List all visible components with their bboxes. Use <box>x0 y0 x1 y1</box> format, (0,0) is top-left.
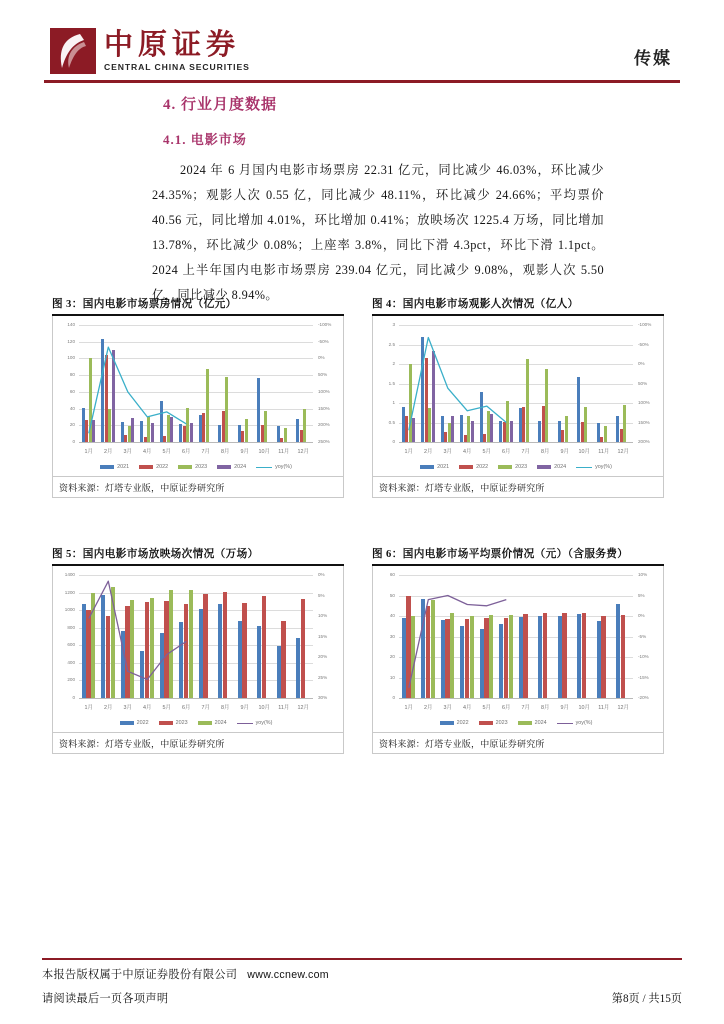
figure-4-title: 图 4：国内电影市场观影人次情况（亿人） <box>372 299 579 310</box>
legend-label: 2024 <box>214 720 227 726</box>
x-axis-tick-label: 7月 <box>521 705 530 711</box>
x-axis-tick-label: 2月 <box>104 449 113 455</box>
section-heading-2: 4.1. 电影市场 <box>163 132 247 147</box>
x-axis-tick-label: 11月 <box>278 705 290 711</box>
y-axis-tick-label: 40 <box>69 405 75 411</box>
x-axis-tick-label: 3月 <box>123 705 132 711</box>
figure-6-title: 图 6：国内电影市场平均票价情况（元）（含服务费） <box>372 549 629 560</box>
y-axis-tick-label: 400 <box>67 659 75 665</box>
y-axis-tick-label: 1 <box>392 400 395 405</box>
y2-axis-tick-label: 100% <box>638 400 650 405</box>
x-axis-tick-label: 10月 <box>258 449 270 455</box>
figure-6-box <box>372 566 664 754</box>
x-axis-tick-label: 4月 <box>463 449 472 455</box>
chart-line-overlay <box>373 566 663 732</box>
figure-3-title: 图 3：国内电影市场票房情况（亿元） <box>52 299 237 310</box>
chart-legend <box>399 720 633 726</box>
legend-item[interactable] <box>576 464 612 470</box>
x-axis-tick-label: 8月 <box>221 449 230 455</box>
legend-item[interactable] <box>557 720 593 726</box>
figure-3-chart <box>53 316 343 476</box>
footer-divider <box>42 958 682 960</box>
y2-axis-tick-label: -5% <box>638 633 647 639</box>
legend-swatch <box>217 465 231 469</box>
legend-swatch <box>120 721 134 725</box>
legend-item[interactable] <box>198 720 227 726</box>
legend-item[interactable] <box>159 720 188 726</box>
y-axis-tick-label: 140 <box>67 322 75 327</box>
y2-axis-tick-label: -50% <box>638 341 649 347</box>
y-axis-tick-label: 800 <box>67 624 75 630</box>
y-axis-tick-label: 0.5 <box>388 419 395 425</box>
legend-item[interactable] <box>120 720 149 726</box>
footer-disclaimer: 请阅读最后一页各项声明 <box>42 993 169 1005</box>
figure-6 <box>372 546 664 754</box>
y2-axis-tick-label: 0% <box>638 361 645 366</box>
legend-item[interactable] <box>217 464 246 470</box>
logo-mark-icon <box>50 28 96 74</box>
legend-swatch <box>420 465 434 469</box>
y-axis-tick-label: 120 <box>67 338 75 344</box>
company-logo <box>50 28 250 74</box>
y-axis-tick-label: 80 <box>69 372 75 378</box>
y2-axis-tick-label: -10% <box>638 654 649 659</box>
legend-swatch <box>100 465 114 469</box>
y2-axis-tick-label: 0% <box>318 572 325 577</box>
yoy-line <box>89 581 187 679</box>
legend-label: 2024 <box>554 464 567 470</box>
legend-item[interactable] <box>256 464 292 470</box>
y2-axis-tick-label: 150% <box>638 419 650 425</box>
legend-label: 2023 <box>515 464 528 470</box>
y2-axis-tick-label: 20% <box>318 654 328 659</box>
footer-copyright <box>42 966 329 982</box>
sector-label: 传媒 <box>634 49 672 68</box>
y2-axis-tick-label: -100% <box>318 322 332 327</box>
legend-label: yoy(%) <box>255 720 273 726</box>
legend-item[interactable] <box>537 464 566 470</box>
legend-label: yoy(%) <box>575 720 593 726</box>
y2-axis-tick-label: 10% <box>318 613 328 618</box>
x-axis-tick-label: 2月 <box>424 449 433 455</box>
x-axis-tick-label: 12月 <box>297 705 309 711</box>
chart-legend <box>399 464 633 470</box>
y2-axis-tick-label: 100% <box>318 388 330 394</box>
chart-legend <box>79 720 313 726</box>
y2-axis-tick-label: 50% <box>318 372 328 378</box>
yoy-line <box>409 338 507 431</box>
section-heading-1: 4. 行业月度数据 <box>163 97 278 113</box>
legend-label: yoy(%) <box>595 464 612 470</box>
figure-5 <box>52 546 344 754</box>
y-axis-tick-label: 2 <box>392 361 395 366</box>
x-axis-tick-label: 1月 <box>404 705 413 711</box>
y-axis-tick-label: 0 <box>72 695 75 700</box>
page-header <box>0 0 724 84</box>
x-axis-tick-label: 9月 <box>560 449 569 455</box>
x-axis-tick-label: 4月 <box>143 449 152 455</box>
legend-item[interactable] <box>498 464 527 470</box>
legend-label: 2022 <box>476 464 489 470</box>
y-axis-tick-label: 600 <box>67 642 75 648</box>
x-axis-tick-label: 9月 <box>560 705 569 711</box>
legend-swatch <box>537 465 551 469</box>
y2-axis-tick-label: 0% <box>318 355 325 361</box>
legend-item[interactable] <box>459 464 488 470</box>
x-axis-tick-label: 12月 <box>297 449 309 455</box>
y-axis-tick-label: 0 <box>72 439 75 444</box>
y-axis-tick-label: 200 <box>67 677 75 683</box>
legend-label: 2022 <box>156 464 169 470</box>
y-axis-tick-label: 20 <box>389 654 395 659</box>
yoy-line <box>89 347 187 433</box>
legend-swatch <box>479 721 493 725</box>
legend-item[interactable] <box>440 720 469 726</box>
footer-copyright-text: 本报告版权属于中原证券股份有限公司 <box>42 969 238 981</box>
y-axis-tick-label: 10 <box>389 674 395 680</box>
x-axis-tick-label: 6月 <box>182 705 191 711</box>
legend-item[interactable] <box>420 464 449 470</box>
y-axis-tick-label: 30 <box>389 633 395 639</box>
y2-axis-tick-label: 50% <box>638 380 648 386</box>
legend-label: 2023 <box>175 720 188 726</box>
footer-page-number: 第8页 / 共15页 <box>611 993 682 1005</box>
y2-axis-tick-label: 15% <box>318 633 328 639</box>
legend-label: 2024 <box>234 464 247 470</box>
chart-line-overlay <box>53 566 343 732</box>
figure-5-box <box>52 566 344 754</box>
legend-label: 2023 <box>495 720 508 726</box>
x-axis-tick-label: 5月 <box>482 705 491 711</box>
figure-6-chart <box>373 566 663 732</box>
legend-swatch <box>518 721 532 725</box>
x-axis-tick-label: 3月 <box>123 449 132 455</box>
legend-swatch <box>178 465 192 469</box>
header-divider <box>44 80 680 83</box>
legend-item[interactable] <box>237 720 273 726</box>
legend-swatch <box>459 465 473 469</box>
x-axis-tick-label: 11月 <box>598 449 610 455</box>
legend-line-swatch <box>557 723 573 724</box>
x-axis-tick-label: 10月 <box>578 705 590 711</box>
y-axis-tick-label: 0 <box>392 695 395 700</box>
legend-label: 2023 <box>195 464 208 470</box>
legend-swatch <box>198 721 212 725</box>
legend-item[interactable] <box>518 720 547 726</box>
y2-axis-tick-label: 150% <box>318 405 330 411</box>
figure-6-source: 资料来源：灯塔专业版，中原证券研究所 <box>373 732 663 753</box>
x-axis-tick-label: 4月 <box>143 705 152 711</box>
y2-axis-tick-label: 25% <box>318 674 328 680</box>
x-axis-tick-label: 3月 <box>443 705 452 711</box>
x-axis-tick-label: 8月 <box>221 705 230 711</box>
legend-line-swatch <box>576 467 592 468</box>
body-paragraph: 2024 年 6 月国内电影市场票房 22.31 亿元，同比减少 46.03%，环比减少 24.35%；观影人次 0.55 亿，同比减少 48.11%，环比减少 24.66%；平均票价 40.56 元，同比增加 4.01%，环比增加 0.41%；放映场次 1225.4 万场，同比增加 13.78%，环比减少 0.08%；上座率 3.8%，同比下滑 4.3pct，环比下滑 1.1pct。2024 上半年国内电影市场票房 239.04 亿元，同比减少 9.08%，观影人次 5.50 亿，同比减少 8.94%。 <box>152 163 604 302</box>
y2-axis-tick-label: -50% <box>318 338 329 344</box>
legend-label: 2024 <box>534 720 547 726</box>
x-axis-tick-label: 7月 <box>201 449 210 455</box>
yoy-line <box>409 596 507 688</box>
figure-3-source: 资料来源：灯塔专业版，中原证券研究所 <box>53 476 343 497</box>
y2-axis-tick-label: -100% <box>638 322 652 327</box>
y2-axis-tick-label: -20% <box>638 695 649 700</box>
y-axis-tick-label: 20 <box>69 422 75 428</box>
legend-line-swatch <box>237 723 253 724</box>
y2-axis-tick-label: -15% <box>638 674 649 680</box>
x-axis-tick-label: 11月 <box>598 705 610 711</box>
x-axis-tick-label: 8月 <box>541 449 550 455</box>
y-axis-tick-label: 1.5 <box>388 380 395 386</box>
y2-axis-tick-label: 10% <box>638 572 648 577</box>
x-axis-tick-label: 12月 <box>617 705 629 711</box>
y-axis-tick-label: 60 <box>69 388 75 394</box>
x-axis-tick-label: 12月 <box>617 449 629 455</box>
legend-swatch <box>498 465 512 469</box>
legend-label: 2021 <box>437 464 450 470</box>
x-axis-tick-label: 5月 <box>162 705 171 711</box>
y2-axis-tick-label: 200% <box>638 439 650 444</box>
figure-3 <box>52 296 344 498</box>
chart-legend <box>79 464 313 470</box>
figure-5-chart <box>53 566 343 732</box>
y2-axis-tick-label: 30% <box>318 695 328 700</box>
x-axis-tick-label: 2月 <box>104 705 113 711</box>
x-axis-tick-label: 7月 <box>521 449 530 455</box>
y2-axis-tick-label: 5% <box>638 592 645 598</box>
legend-swatch <box>139 465 153 469</box>
figure-5-source: 资料来源：灯塔专业版，中原证券研究所 <box>53 732 343 753</box>
y2-axis-tick-label: 5% <box>318 592 325 598</box>
legend-item[interactable] <box>139 464 168 470</box>
legend-label: 2022 <box>456 720 469 726</box>
x-axis-tick-label: 1月 <box>84 449 93 455</box>
legend-label: yoy(%) <box>275 464 292 470</box>
y-axis-tick-label: 0 <box>392 439 395 444</box>
legend-item[interactable] <box>178 464 207 470</box>
logo-text-en: CENTRAL CHINA SECURITIES <box>104 62 250 72</box>
figure-4-chart <box>373 316 663 476</box>
x-axis-tick-label: 3月 <box>443 449 452 455</box>
legend-label: 2021 <box>117 464 130 470</box>
x-axis-tick-label: 6月 <box>502 449 511 455</box>
legend-swatch <box>440 721 454 725</box>
y-axis-tick-label: 1200 <box>64 589 75 595</box>
x-axis-tick-label: 2月 <box>424 705 433 711</box>
figure-4 <box>372 296 664 498</box>
y-axis-tick-label: 1000 <box>64 607 75 613</box>
x-axis-tick-label: 1月 <box>404 449 413 455</box>
x-axis-tick-label: 10月 <box>258 705 270 711</box>
chart-line-overlay <box>53 316 343 476</box>
legend-item[interactable] <box>100 464 129 470</box>
x-axis-tick-label: 9月 <box>240 705 249 711</box>
x-axis-tick-label: 4月 <box>463 705 472 711</box>
y-axis-tick-label: 40 <box>389 613 395 618</box>
x-axis-tick-label: 6月 <box>502 705 511 711</box>
logo-text-cn: 中原证券 <box>104 29 241 61</box>
y-axis-tick-label: 1400 <box>64 572 75 577</box>
x-axis-tick-label: 8月 <box>541 705 550 711</box>
figure-4-box <box>372 316 664 498</box>
figure-4-source: 资料来源：灯塔专业版，中原证券研究所 <box>373 476 663 497</box>
chart-line-overlay <box>373 316 663 476</box>
figure-3-box <box>52 316 344 498</box>
legend-item[interactable] <box>479 720 508 726</box>
y2-axis-tick-label: 250% <box>318 439 330 444</box>
legend-line-swatch <box>256 467 272 468</box>
footer-url[interactable]: www.ccnew.com <box>247 969 329 981</box>
figure-5-title: 图 5：国内电影市场放映场次情况（万场） <box>52 549 259 560</box>
y-axis-tick-label: 3 <box>392 322 395 327</box>
x-axis-tick-label: 5月 <box>162 449 171 455</box>
x-axis-tick-label: 9月 <box>240 449 249 455</box>
x-axis-tick-label: 10月 <box>578 449 590 455</box>
legend-label: 2022 <box>136 720 149 726</box>
y-axis-tick-label: 100 <box>67 355 75 361</box>
y2-axis-tick-label: 0% <box>638 613 645 618</box>
x-axis-tick-label: 11月 <box>278 449 290 455</box>
legend-swatch <box>159 721 173 725</box>
x-axis-tick-label: 6月 <box>182 449 191 455</box>
x-axis-tick-label: 7月 <box>201 705 210 711</box>
x-axis-tick-label: 5月 <box>482 449 491 455</box>
y2-axis-tick-label: 200% <box>318 422 330 428</box>
x-axis-tick-label: 1月 <box>84 705 93 711</box>
y-axis-tick-label: 50 <box>389 592 395 598</box>
y-axis-tick-label: 2.5 <box>388 341 395 347</box>
y-axis-tick-label: 60 <box>389 572 395 577</box>
